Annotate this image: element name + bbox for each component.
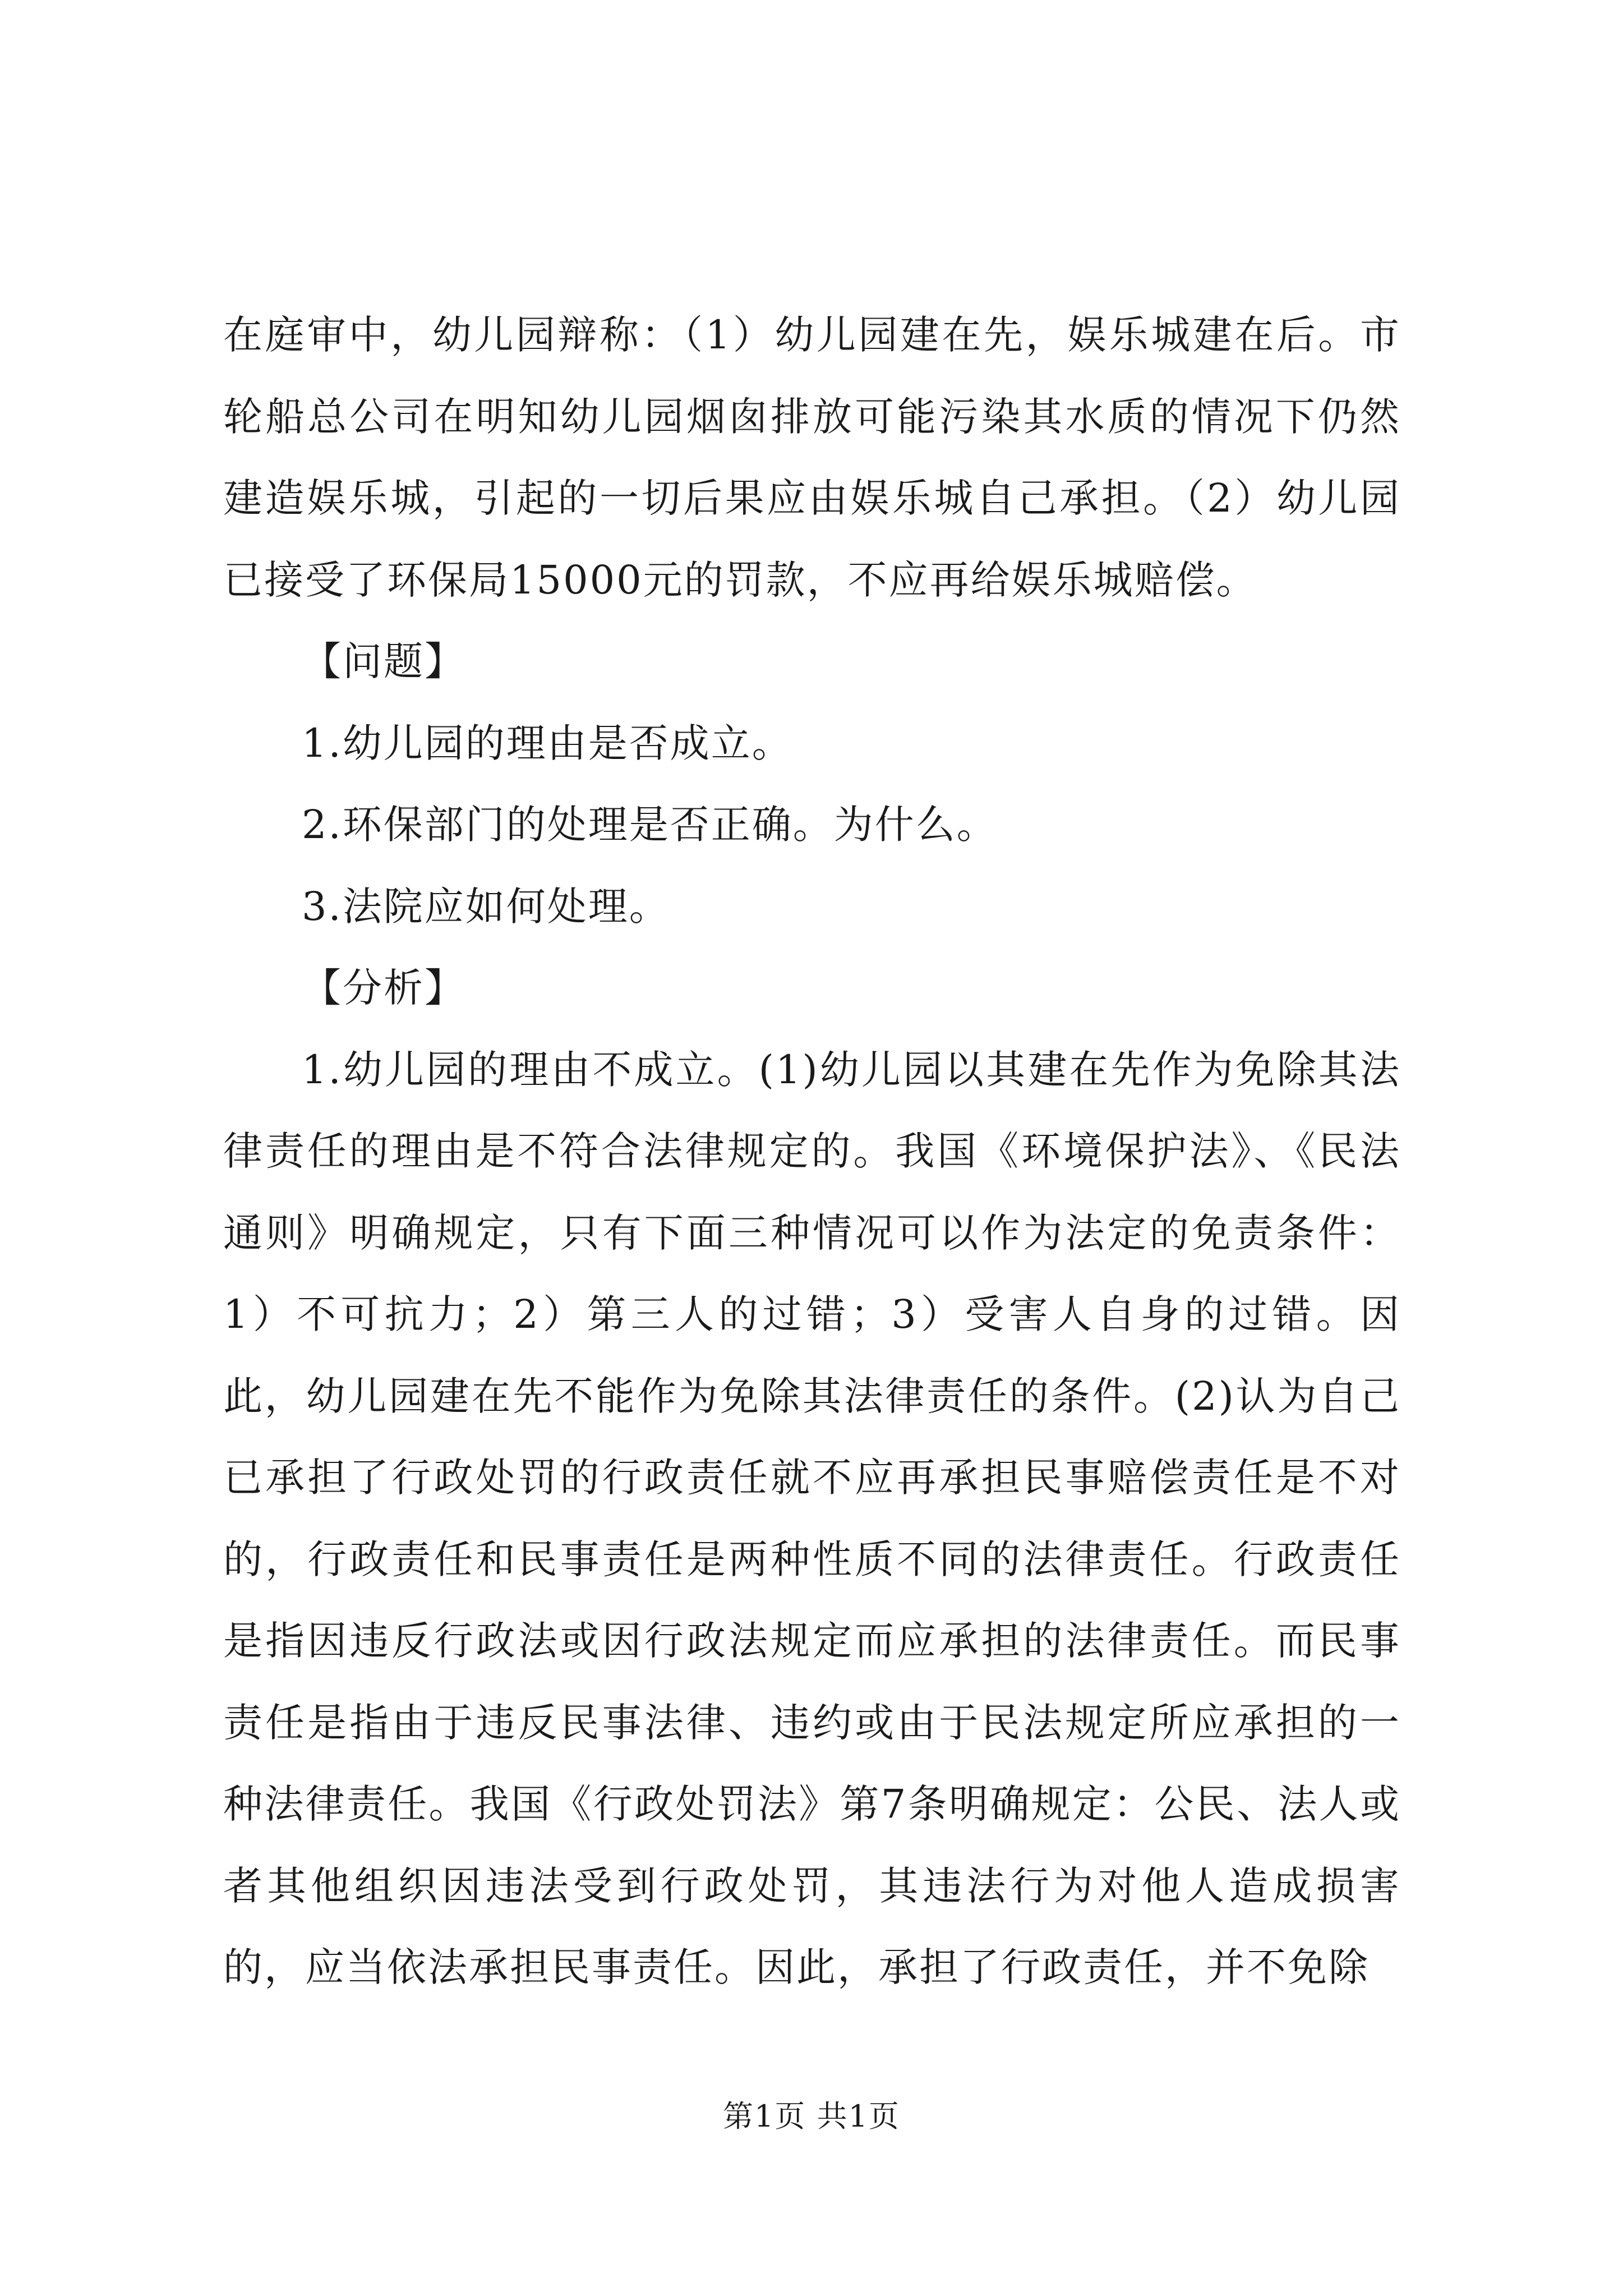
heading-questions: 【问题】 bbox=[302, 638, 465, 684]
document-body bbox=[223, 295, 1401, 2009]
question-3: 3.法院应如何处理。 bbox=[302, 883, 670, 930]
paragraph-court-defense: 在庭审中，幼儿园辩称：（1）幼儿园建在先，娱乐城建在后。市轮船总公司在明知幼儿园烟囱排放可能污染其水质的情况下仍然建造娱乐城，引起的一切后果应由娱乐城自己承担。（2）幼儿园已接受了环保局15000元的罚款，不应再给娱乐城赔偿。 bbox=[223, 312, 1401, 603]
question-2: 2.环保部门的处理是否正确。为什么。 bbox=[302, 802, 998, 848]
heading-analysis: 【分析】 bbox=[302, 965, 465, 1011]
question-1: 1.幼儿园的理由是否成立。 bbox=[302, 720, 793, 766]
page-footer: 第1页 共1页 bbox=[723, 2099, 900, 2134]
paragraph-analysis-1: 1.幼儿园的理由不成立。(1)幼儿园以其建在先作为免除其法律责任的理由是不符合法律规定的。我国《环境保护法》、《民法通则》明确规定，只有下面三种情况可以作为法定的免责条件：1）不可抗力；2）第三人的过错；3）受害人自身的过错。因此，幼儿园建在先不能作为免除其法律责任的条件。(2)认为自己已承担了行政处罚的行政责任就不应再承担民事赔偿责任是不对的，行政责任和民事责任是两种性质不同的法律责任。行政责任是指因违反行政法或因行政法规定而应承担的法律责任。而民事责任是指由于违反民事法律、违约或由于民法规定所应承担的一种法律责任。我国《行政处罚法》第7条明确规定：公民、法人或者其他组织因违法受到行政处罚，其违法行为对他人造成损害的，应当依法承担民事责任。因此，承担了行政责任，并不免除 bbox=[223, 1046, 1401, 1990]
